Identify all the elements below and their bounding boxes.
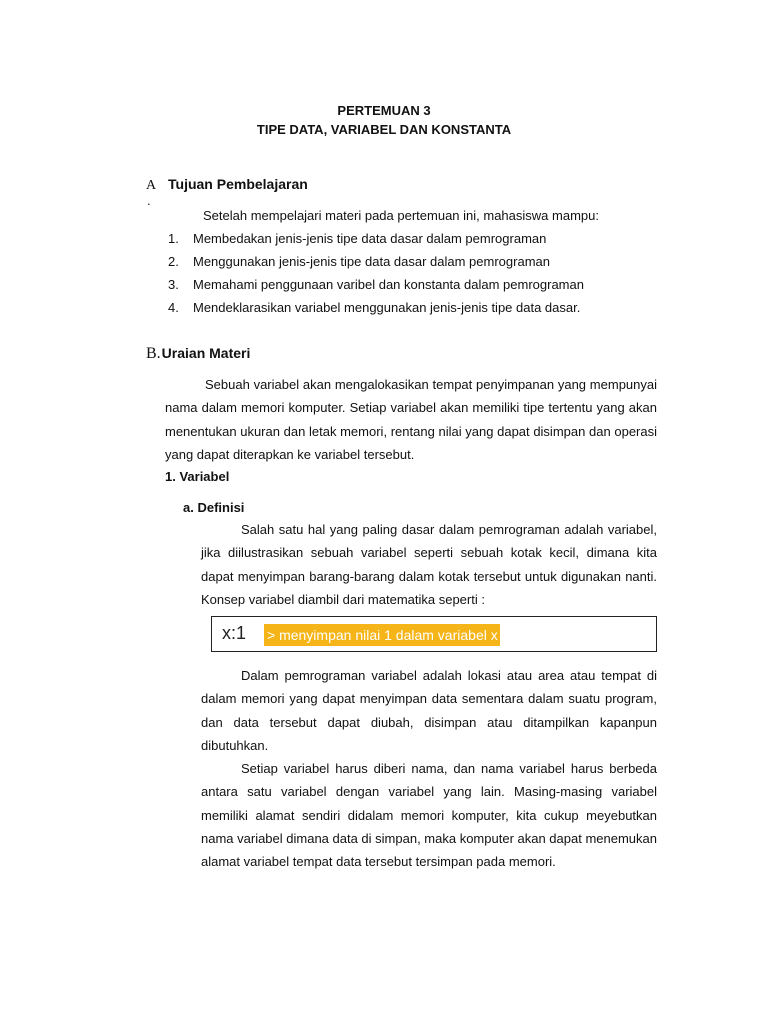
section-b-heading xyxy=(146,345,250,363)
example-code: x:1 xyxy=(222,623,247,643)
section-a-title: Tujuan Pembelajaran xyxy=(168,176,308,192)
list-item: 3. Memahami penggunaan varibel dan konstanta dalam pemrograman xyxy=(168,277,584,292)
stray-dot: . xyxy=(147,193,151,208)
definition-paragraph-3: Setiap variabel harus diberi nama, dan nama variabel harus berbeda antara satu variabel dengan variabel yang lain. Masing-masing variabel memiliki alamat sendiri didalam memori komputer, kita cukup meyebutkan nama variabel dimana data di simpan, maka komputer akan dapat menemukan alamat variabel tempat data tersebut tersimpan pada memori. xyxy=(201,761,657,870)
section-b-letter: B. xyxy=(146,345,161,362)
section-a-heading xyxy=(146,176,308,194)
document-title: TIPE DATA, VARIABEL DAN KONSTANTA xyxy=(256,122,512,137)
objectives-list xyxy=(168,230,584,322)
section-b-title: Uraian Materi xyxy=(161,345,251,361)
meeting-number: PERTEMUAN 3 xyxy=(337,103,431,118)
subsection-definisi-heading: a. Definisi xyxy=(183,500,245,515)
list-item: 1. Membedakan jenis-jenis tipe data dasar dalam pemrograman xyxy=(168,231,547,246)
objectives-intro: Setelah mempelajari materi pada pertemuan ini, mahasiswa mampu: xyxy=(203,208,599,223)
example-box xyxy=(211,616,657,652)
definition-paragraph-2: Dalam pemrograman variabel adalah lokasi atau area atau tempat di dalam memori yang dapat menyimpan data sementara dalam suatu program, dan data tersebut dapat diubah, disimpan atau ditampilkan kapanpun dibutuhkan. xyxy=(201,668,657,753)
section-b-paragraph: Sebuah variabel akan mengalokasikan tempat penyimpanan yang mempunyai nama dalam memori komputer. Setiap variabel akan memiliki tipe tertentu yang akan menentukan ukuran dan letak memori, rentang nilai yang dapat disimpan dan operasi yang dapat diterapkan ke variabel tersebut. xyxy=(165,377,657,462)
subsection-variabel-heading: 1. Variabel xyxy=(165,469,230,484)
section-a-letter: A xyxy=(146,178,157,193)
list-item: 4. Mendeklarasikan variabel menggunakan jenis-jenis tipe data dasar. xyxy=(168,300,581,315)
example-highlight-note: > menyimpan nilai 1 dalam variabel x xyxy=(264,624,500,646)
definition-paragraph-1: Salah satu hal yang paling dasar dalam pemrograman adalah variabel, jika diilustrasikan sebuah variabel seperti sebuah kotak kecil, dimana kita dapat menyimpan barang-barang dalam kotak tersebut untuk digunakan nanti. Konsep variabel diambil dari matematika seperti : xyxy=(201,522,657,607)
list-item: 2. Menggunakan jenis-jenis tipe data dasar dalam pemrograman xyxy=(168,254,550,269)
